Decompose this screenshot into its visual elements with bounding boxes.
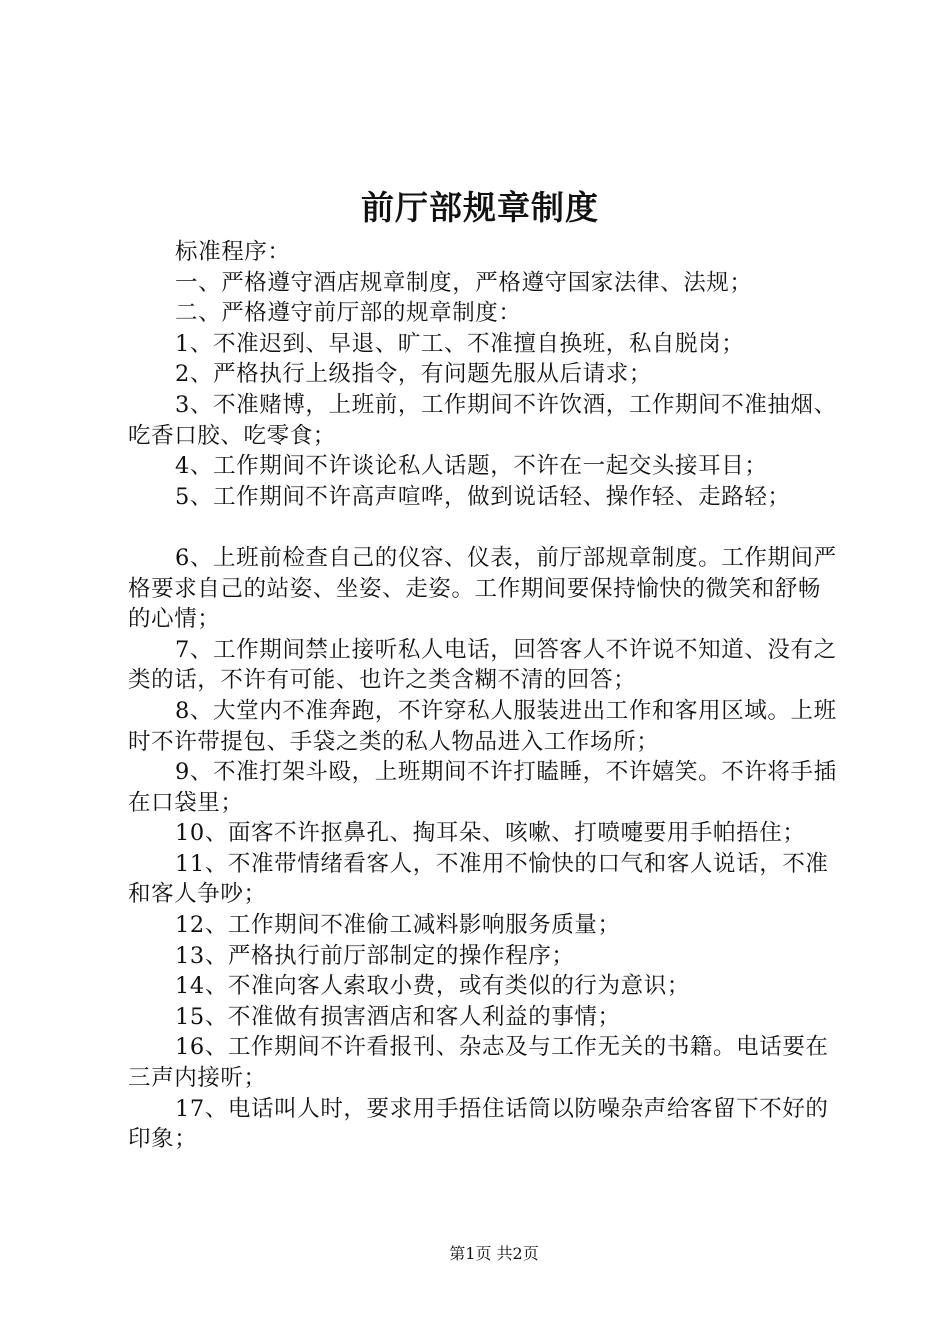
paragraph-item-13: 13、严格执行前厅部制定的操作程序； [175, 942, 575, 969]
paragraph-item-5: 5、工作期间不许高声喧哗，做到说话轻、操作轻、走路轻； [175, 483, 791, 510]
paragraph-item-2: 2、严格执行上级指令，有问题先服从后请求； [175, 361, 652, 388]
paragraph-item-1: 1、不准迟到、早退、旷工、不准擅自换班，私自脱岗； [175, 330, 745, 357]
paragraph-spacer [128, 512, 840, 543]
paragraph-item-12: 12、工作期间不准偷工减料影响服务质量； [175, 912, 621, 939]
document-title: 前厅部规章制度 [361, 188, 599, 227]
paragraph-item-16: 16、工作期间不许看报刊、杂志及与工作无关的书籍。电话要在三声内接听； [128, 1034, 829, 1092]
paragraph-item-15: 15、不准做有损害酒店和客人利益的事情； [175, 1003, 621, 1030]
paragraph-item-6: 6、上班前检查自己的仪容、仪表，前厅部规章制度。工作期间严格要求自己的站姿、坐姿、走姿。工作期间要保持愉快的微笑和舒畅的心情； [128, 544, 837, 633]
paragraph-standard-procedure: 标准程序： [175, 239, 291, 265]
paragraph-item-7: 7、工作期间禁止接听私人电话，回答客人不许说不知道、没有之类的话，不许有可能、也许之类含糊不清的回答； [128, 636, 837, 694]
paragraph-item-9: 9、不准打架斗殴，上班期间不许打瞌睡，不许嬉笑。不许将手插在口袋里； [128, 759, 837, 816]
paragraph-item-17: 17、电话叫人时，要求用手捂住话筒以防噪杂声给客留下不好的印象； [128, 1095, 829, 1153]
paragraph-item-11: 11、不准带情绪看客人，不准用不愉快的口气和客人说话，不准和客人争吵； [128, 850, 829, 908]
page-footer: 第1页 共2页 [449, 1244, 539, 1263]
paragraph-item-10: 10、面客不许抠鼻孔、掏耳朵、咳嗽、打喷嚏要用手帕捂住； [175, 820, 806, 847]
paragraph-rule-one: 一、严格遵守酒店规章制度，严格遵守国家法律、法规； [175, 269, 753, 296]
paragraph-item-14: 14、不准向客人索取小费，或有类似的行为意识； [175, 973, 690, 1000]
document-body [128, 237, 840, 1155]
paragraph-item-4: 4、工作期间不许谈论私人话题，不许在一起交头接耳目； [175, 453, 768, 480]
paragraph-rule-two: 二、严格遵守前厅部的规章制度： [175, 300, 522, 327]
paragraph-item-3: 3、不准赌博，上班前，工作期间不许饮酒，工作期间不准抽烟、吃香口胶、吃零食； [128, 391, 837, 449]
paragraph-item-8: 8、大堂内不准奔跑，不许穿私人服装进出工作和客用区域。上班时不许带提包、手袋之类的私人物品进入工作场所； [128, 697, 837, 755]
